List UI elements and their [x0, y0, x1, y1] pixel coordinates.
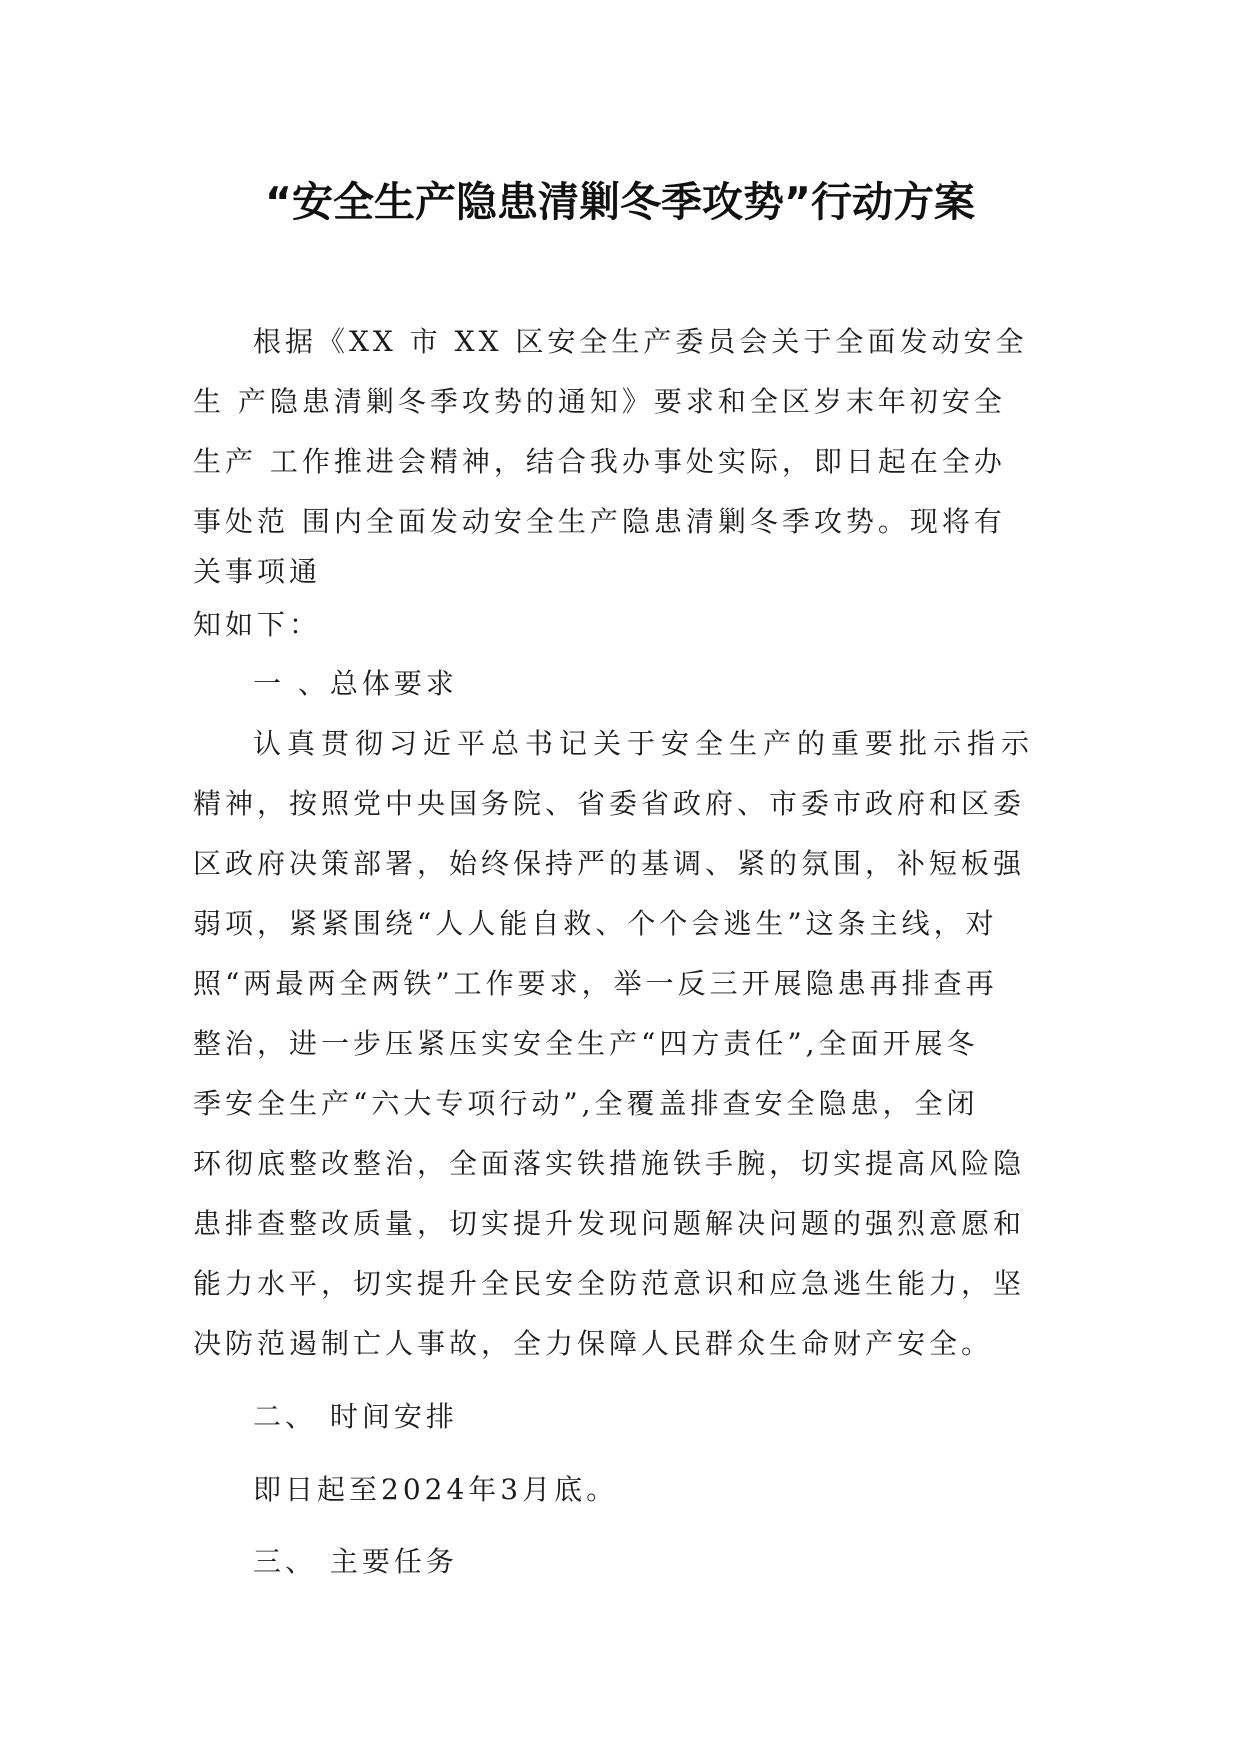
section1-line: 患排查整改质量，切实提升发现问题解决问题的强烈意愿和	[193, 1207, 1026, 1240]
section1-line: 弱项，紧紧围绕“人人能自救、个个会逃生”这条主线，对	[193, 907, 998, 940]
section1-line: 决防范遏制亡人事故，全力保障人民群众生命财产安全。	[193, 1327, 994, 1360]
intro-line: 事处范 围内全面发动安全生产隐患清剿冬季攻势。现将有	[193, 505, 1006, 538]
section1-line: 精神，按照党中央国务院、省委省政府、市委市政府和区委	[193, 787, 1026, 820]
section1-line: 整治，进一步压紧压实安全生产“四方责任”,全面开展冬	[193, 1027, 979, 1060]
document-title: “安全生产隐患清剿冬季攻势”行动方案	[265, 178, 975, 226]
section1-line: 环彻底整改整治，全面落实铁措施铁手腕，切实提高风险隐	[193, 1147, 1026, 1180]
section1-line: 认真贯彻习近平总书记关于安全生产的重要批示指示	[253, 727, 1036, 760]
time-schedule-text: 即日起至2024年3月底。	[253, 1473, 619, 1506]
section-heading-main-tasks: 三、 主要任务	[253, 1545, 458, 1578]
section1-line: 季安全生产“六大专项行动”,全覆盖排查安全隐患，全闭	[193, 1087, 979, 1120]
section1-line: 能力水平，切实提升全民安全防范意识和应急逃生能力，坚	[193, 1267, 1026, 1300]
section-heading-time-schedule: 二、 时间安排	[253, 1400, 458, 1433]
section1-line: 照“两最两全两铁”工作要求，举一反三开展隐患再排查再	[193, 967, 998, 1000]
intro-line: 生产 工作推进会精神，结合我办事处实际，即日起在全办	[193, 445, 1006, 478]
intro-line: 根据《XX 市 XX 区安全生产委员会关于全面发动安全	[253, 325, 1028, 358]
intro-line: 知如下：	[193, 608, 322, 641]
intro-line: 关事项通	[193, 555, 322, 588]
section-heading-overall-requirements: 一 、总体要求	[253, 667, 458, 700]
section1-line: 区政府决策部署，始终保持严的基调、紧的氛围，补短板强	[193, 847, 1026, 880]
intro-line: 生 产隐患清剿冬季攻势的通知》要求和全区岁末年初安全	[193, 385, 1006, 418]
